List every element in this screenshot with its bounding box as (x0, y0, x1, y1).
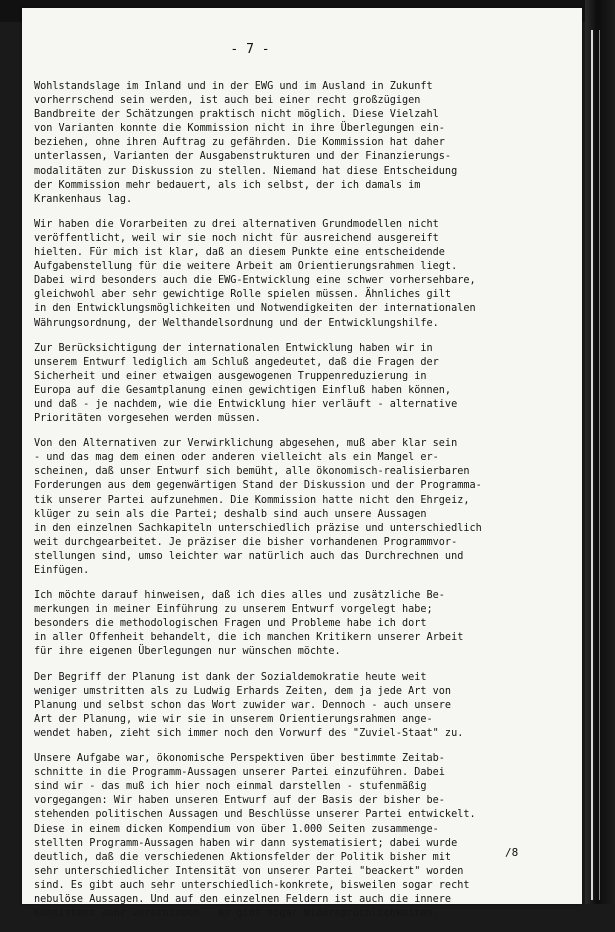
text-line: beziehen, ohne ihren Auftrag zu gefährden. Die Kommission hat daher (34, 137, 445, 149)
binder-rule-secondary (599, 30, 600, 900)
text-line: Zur Berücksichtigung der internationalen Entwicklung haben wir in (34, 342, 433, 354)
text-line: Von den Alternativen zur Verwirklichung abgesehen, muß aber klar sein (34, 438, 458, 450)
text-line: von Varianten konnte die Kommission nicht in ihre Überlegungen ein- (34, 123, 445, 135)
text-line: für ihre eigenen Überlegungen nur wünschen möchte. (34, 646, 341, 658)
continuation-mark: /8 (505, 846, 519, 859)
text-line: hielten. Für mich ist klar, daß an diesem Punkte eine entscheidende (34, 247, 445, 259)
text-line: gleichwohl aber sehr gewichtige Rolle spielen müssen. Ähnliches gilt (34, 289, 452, 301)
text-line: Forderungen aus dem gegenwärtigen Stand der Diskussion und der Programma- (34, 480, 482, 492)
paragraph (34, 752, 582, 921)
paragraph (34, 671, 582, 741)
binder-rule (591, 30, 593, 900)
paragraph (34, 80, 582, 207)
text-line: besonders die methodologischen Fragen und Probleme habe ich dort (34, 618, 427, 630)
text-line: wendet haben, zieht sich immer noch den Vorwurf des "Zuviel-Staat" zu. (34, 727, 464, 739)
text-line: nebulöse Aussagen. Und auf den einzelnen Feldern ist auch die innere (34, 893, 452, 905)
text-line: stellten Programm-Aussagen haben wir dann systematisiert; dabei wurde (34, 837, 458, 849)
text-line: weniger umstritten als zu Ludwig Erhards Zeiten, dem ja jede Art von (34, 685, 452, 697)
text-line: vorgegangen: Wir haben unseren Entwurf auf der Basis der bisher be- (34, 795, 445, 807)
text-line: - und das mag dem einen oder anderen vielleicht als ein Mangel er- (34, 452, 439, 464)
text-line: Unsere Aufgabe war, ökonomische Perspektiven über bestimmte Zeitab- (34, 753, 445, 765)
text-line: Prioritäten vorgesehen werden müssen. (34, 413, 261, 425)
text-line: in aller Offenheit behandelt, die ich manchen Kritikern unserer Arbeit (34, 632, 464, 644)
text-line: und daß - je nachdem, wie die Entwicklung hier verläuft - alternative (34, 398, 458, 410)
text-line: Wohlstandslage im Inland und in der EWG und im Ausland in Zukunft (34, 81, 433, 92)
text-line: sind. Es gibt auch sehr unterschiedlich-konkrete, bisweilen sogar recht (34, 879, 470, 891)
text-line: Der Begriff der Planung ist dank der Sozialdemokratie heute weit (34, 671, 427, 683)
page-number: - 7 - (230, 42, 270, 57)
text-line: modalitäten zur Diskussion zu stellen. Niemand hat diese Entscheidung (34, 165, 458, 177)
text-line: Planung und selbst schon das Wort zuwider war. Dennoch - auch unsere (34, 699, 452, 711)
text-line: weit durchgearbeitet. Je präziser die bisher vorhandenen Programmvor- (34, 536, 458, 548)
text-line: scheinen, daß unser Entwurf sich bemüht, alle ökonomisch-realisierbaren (34, 466, 470, 478)
text-line: in den Entwicklungsmöglichkeiten und Notwendigkeiten der internationalen (34, 303, 476, 315)
text-line: Art der Planung, wie wir sie in unserem Orientierungsrahmen ange- (34, 713, 433, 725)
text-line: klüger zu sein als die Partei; deshalb sind auch unsere Aussagen (34, 508, 427, 520)
text-line: stehenden politischen Aussagen und Beschlüsse unserer Partei entwickelt. (34, 809, 476, 821)
text-line: vorherrschend sein werden, ist auch bei einer recht großzügigen (34, 95, 421, 107)
text-line: unserem Entwurf lediglich am Schluß angedeutet, daß die Fragen der (34, 356, 439, 368)
paragraph (34, 218, 582, 331)
text-line: Krankenhaus lag. (34, 193, 133, 205)
text-line: Aufgabenstellung für die weitere Arbeit am Orientierungsrahmen liegt. (34, 261, 458, 273)
document-body (34, 80, 582, 932)
text-line: Dabei wird besonders auch die EWG-Entwicklung eine schwer vorhersehbare, (34, 275, 476, 287)
text-line: tik unserer Partei aufzunehmen. Die Kommission hatte nicht den Ehrgeiz, (34, 494, 470, 506)
text-line: Europa auf die Gesamtplanung einen gewichtigen Einfluß haben können, (34, 384, 452, 396)
text-line: veröffentlicht, weil wir sie noch nicht für ausreichend ausgereift (34, 232, 439, 244)
text-line: Ich möchte darauf hinweisen, daß ich dies alles und zusätzliche Be- (34, 590, 445, 602)
text-line: Diese in einem dicken Kompendium von über 1.000 Seiten zusammenge- (34, 823, 439, 835)
text-line: der Kommission mehr bedauert, als ich selbst, der ich damals im (34, 179, 421, 191)
text-line: Einfügen. (34, 565, 90, 576)
text-line: stellungen sind, umso leichter war natürlich auch das Durchrechnen und (34, 550, 464, 562)
paragraph (34, 589, 582, 659)
text-line: Bandbreite der Schätzungen praktisch nicht möglich. Diese Vielzahl (34, 109, 439, 121)
text-line: unterlassen, Varianten der Ausgabenstrukturen und der Finanzierungs- (34, 151, 452, 163)
text-line: deutlich, daß die verschiedenen Aktionsfelder der Politik bisher mit (34, 851, 452, 863)
binder-edge (585, 0, 615, 904)
paragraph (34, 437, 582, 578)
text-line: in den einzelnen Sachkapiteln unterschiedlich präzise und unterschiedlich (34, 522, 482, 534)
text-line: merkungen in meiner Einführung zu unserem Entwurf vorgelegt habe; (34, 604, 433, 616)
text-line: Konsistenz sehr verschieden - es gibt sogar Widersprüchlichkeiten. (34, 908, 439, 920)
text-line: Währungsordnung, der Welthandelsordnung und der Entwicklungshilfe. (34, 317, 439, 329)
text-line: Wir haben die Vorarbeiten zu drei alternativen Grundmodellen nicht (34, 218, 439, 230)
paragraph (34, 342, 582, 427)
text-line: schnitte in die Programm-Aussagen unserer Partei einzuführen. Dabei (34, 767, 445, 779)
text-line: Sicherheit und einer etwaigen ausgewogenen Truppenreduzierung in (34, 370, 427, 382)
text-line: sind wir - das muß ich hier noch einmal darstellen - stufenmäßig (34, 781, 427, 793)
text-line: sehr unterschiedlicher Intensität von unserer Partei "beackert" worden (34, 865, 464, 877)
